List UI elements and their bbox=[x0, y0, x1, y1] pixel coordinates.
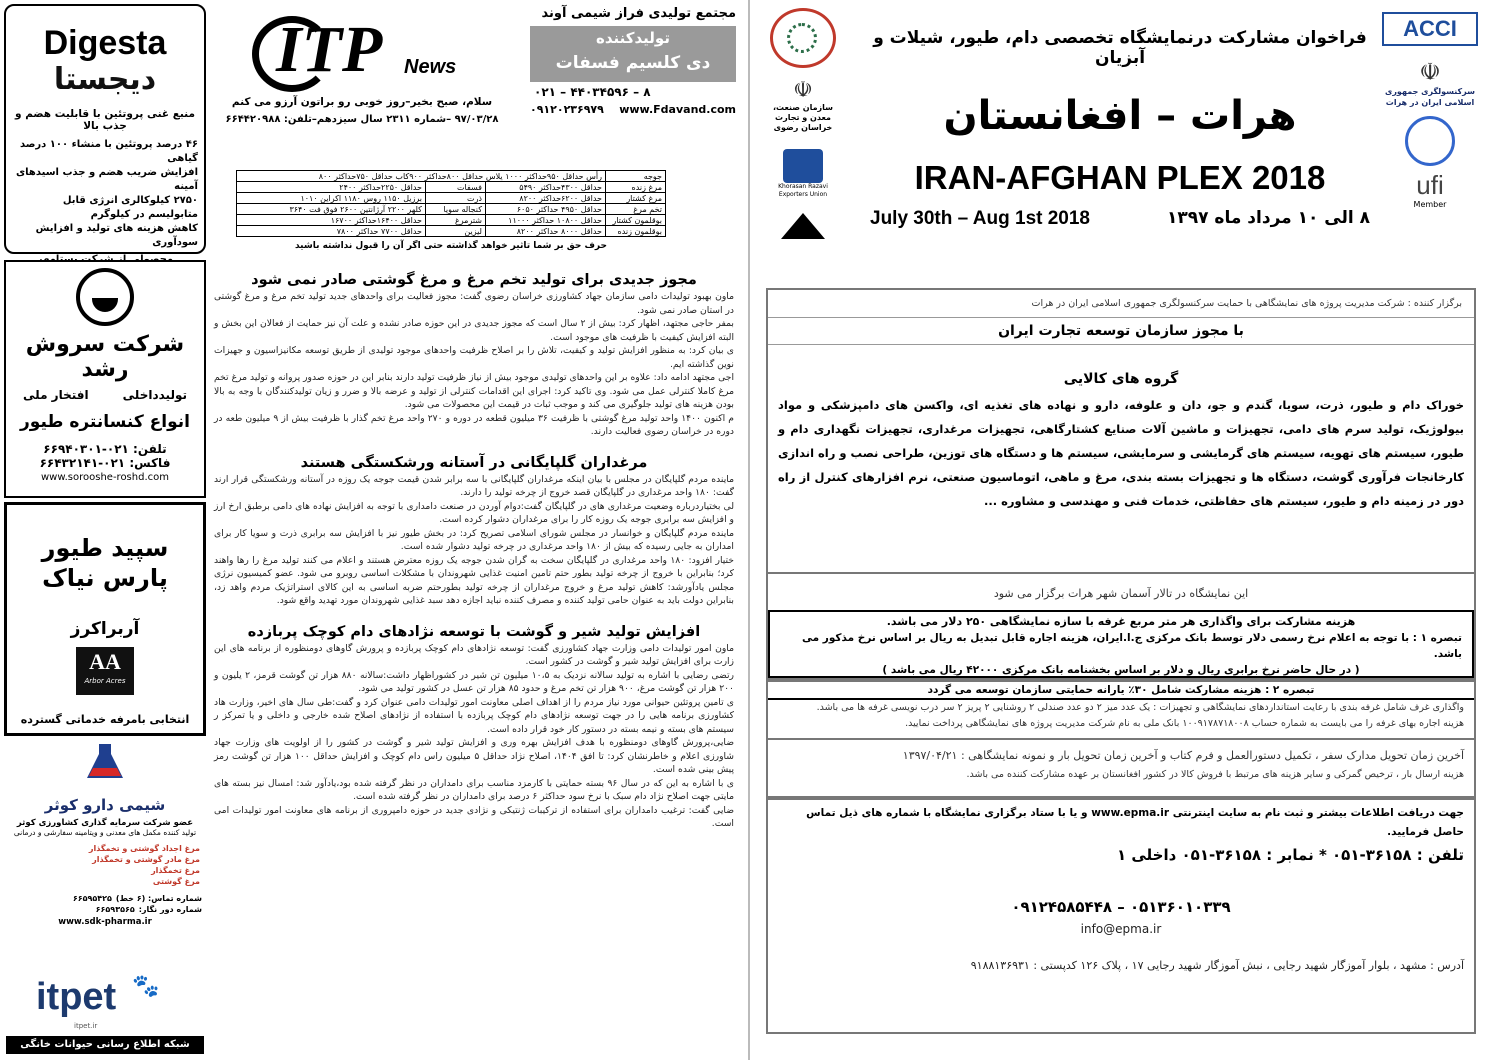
consulate-name: سرکنسولگری جمهوری اسلامی ایران در هرات bbox=[1384, 87, 1476, 107]
fdavand-contact bbox=[530, 102, 736, 118]
booth-text2: هزینه اجاره بهای غرفه را می بایست به شماره حساب ۱۰۰۹۱۷۸۷۱۸۰۰۸ بانک ملی به نام شرکت مدیریت پروژه های نمایشگاهی پرداخت نمایید. bbox=[905, 718, 1464, 729]
table-cell: مرغ کشتار bbox=[606, 193, 666, 204]
table-cell: جوجه bbox=[606, 171, 666, 182]
digesta-bullet: کاهش هزینه های تولید و افزایش سودآوری bbox=[35, 223, 198, 248]
article-paragraph: ضایی،پرورش گاوهای دومنظوره با هدف افزایش بهره وری و افزایش تولید شیر و گوشت در کشور را از اولویت های وزارت جهاد شاورزی اعلام و خاطرنشان کرد: تا افق ۱۴۰۴، اصلاح نژاد حداقل ۵ میلیون راس دام کوچک و افزایش حداقل ۱۰۰ هزار تن گوشت رمز پیش بینی شده است. bbox=[214, 737, 734, 775]
ufi-logo: ufi bbox=[1416, 170, 1444, 200]
soroosh-slogan bbox=[6, 388, 204, 402]
articles bbox=[212, 260, 736, 1056]
kowsar-item: مرغ گوشتی bbox=[152, 877, 200, 886]
itp-logo-news: News bbox=[404, 56, 457, 78]
groups-title: گروه های کالایی bbox=[1063, 371, 1179, 387]
article-paragraph: لی بختیاردرباره وضعیت مرغداری های در گلپایگان گفت:دوام آوردن در صنعت دامداری با توجه به افزایش نهاده های دامی برطبق ارخ ارز و افزایش سه برابری جوجه یک روزه کار را برای مرغداران دشوار کرده است. bbox=[214, 500, 734, 525]
article bbox=[212, 270, 736, 439]
deadline-box bbox=[766, 740, 1476, 798]
cost-title: هزینه مشارکت برای واگذاری هر متر مربع غرفه با سازه نمایشگاهی ۲۵۰ دلار می باشد. bbox=[886, 615, 1356, 628]
flyer-logos-right bbox=[1382, 12, 1478, 209]
fdavand-ad[interactable] bbox=[530, 4, 736, 122]
kowsar-fax bbox=[4, 904, 206, 915]
price-table bbox=[236, 170, 666, 237]
newspaper-page bbox=[212, 4, 736, 1056]
kowsar-contact-label: شماره تماس: (۶ خط) bbox=[115, 894, 202, 903]
masthead-issue: ۹۷/۰۳/۲۸ –شماره ۲۳۱۱ سال سیزدهم–تلفن: ۶۶۴۴۲۰۹۸۸ bbox=[225, 114, 499, 125]
digesta-logo: Digesta bbox=[43, 24, 167, 62]
exporters-name: Khorasan Razavi Exporters Union bbox=[778, 183, 828, 198]
kowsar-items bbox=[4, 843, 206, 887]
soroosh-tel: تلفن: ۰۲۱-۶۶۹۴۰۳۰۱ bbox=[43, 442, 167, 456]
soroosh-name: شرکت سروش رشد bbox=[25, 332, 185, 382]
parsniak-slogan: انتخابی بامرفه خدماتی گسترده bbox=[20, 713, 190, 726]
article-paragraph: ختیار افزود: ۱۸۰ واحد مرغداری در گلپایگان سخت به گران شدن جوجه یک روزه معترض هستند و اعلام می کنند تولید مرغ را رها واهند کرد؛ بنابراین با خروج از چرخه تولید بطور حتم تامین امنیت غذایی شهروندان با مشکلات اساسی روبرو می شود. عضو کمیسیون نرژی مجلس یادآورشد: کاهش تولید مرغ و خروج مرغداران از چرخه تولید بطورحتم ضربه اساسی به این کالای استراتژیک مردم واهد زد، بنابراین دولت باید به عنوان حامی تولید کننده و مصرف کننده نباید اجازه دهد سبد غذایی شهروندان مورد تهدید واقع شود. bbox=[214, 554, 734, 606]
email-line[interactable]: info@epma.ir bbox=[1080, 922, 1162, 936]
venue-text: این نمایشگاه در تالار آسمان شهر هرات برگزار می شود bbox=[993, 587, 1249, 600]
soroosh-slogan-left: افتخار ملی bbox=[23, 388, 89, 402]
hardhat-icon bbox=[76, 268, 134, 326]
table-cell: حداقل ۴۳۰۰حداکثر ۵۴۹۰ bbox=[486, 182, 606, 193]
table-cell: حداقل ۶۲۰۰حداکثر ۸۲۰۰ bbox=[486, 193, 606, 204]
table-cell: حداقل ۱۶۴۰۰حداکثر ۱۶۷۰۰ bbox=[237, 215, 426, 226]
tpo-logo bbox=[770, 8, 836, 68]
address-line: آدرس : مشهد ، بلوار آموزگار شهید رجایی ، نبش آموزگار شهید رجایی ۱۷ ، پلاک ۱۲۶ کدپستی : ۹۱۸۸۱۳۶۹۳۱ bbox=[970, 959, 1464, 972]
digesta-bullets bbox=[6, 138, 204, 250]
article-paragraph: ماینده مردم گلپایگان در مجلس با بیان اینکه مرغداران گلپایگانی با سه برابر شدن قیمت جوجه یک روزه در آستانه ورشکستگی قرار ارند گفت: ۱۸۰ واحد مرغداری در گلپایگان قصد خروج از چرخه تولید را دارند. bbox=[214, 473, 734, 498]
khorasan-org: سازمان صنعت، معدن و تجارت خراسان رضوی bbox=[772, 103, 834, 132]
digesta-tagline: منبع غنی پروتئین با قابلیت هضم و جذب بالا bbox=[15, 108, 195, 132]
mobiles-line: ۰۹۱۲۴۵۸۵۴۴۸ – ۰۵۱۳۶۰۱۰۳۳۹ bbox=[1011, 898, 1231, 916]
article-paragraph: ی با اشاره به این که در سال ۹۶ بسته حمایتی با کارمزد مناسب برای دامداران در نظر گرفته شده بود،یادآور شد: امسال نیز بسته های مایتی جهت اصلاح نژاد دام سبک با نرخ سود حداکثر ۶ درصد برای دامداران در نظر گرفته شده است. bbox=[214, 777, 734, 802]
table-cell: حداقل ۱۰۸۰۰ حداکثر ۱۱۰۰۰ bbox=[486, 215, 606, 226]
fdavand-site[interactable]: www.Fdavand.com bbox=[619, 103, 736, 116]
groups-text: خوراک دام و طیور، ذرت، سویا، گندم و جو، دان و علوفه، دارو و نهاده های تغذیه ای، واکسن های دامپزشکی و مواد بیولوژیک، تولید سرم های دامی، تجهیزات و ماشین آلات صنایع کشتارگاهی، تجهیزات مرغداری، تجهیزات نگهداری دام و طیور، سیستم های تهویه، سیستم های گرمایشی و سرمایشی، سیستم ها و دستگاه های توزین، طراحی نصب و راه اندازی کارخانجات فرآوری گوشت، دستگاه ها و تجهیزات بسته بندی، مرغ و ماهی، اتوماسیون صنعتی، نرم افزارهای کنترل از راه دور در زمینه دام و طیور، سیستم های حفاظتی، خدمات فنی و مهندسی و مشاوره ... bbox=[778, 398, 1464, 508]
article-paragraph: اجی مجتهد ادامه داد: علاوه بر این واحدهای تولیدی موجود بیش از نیاز ظرفیت تولید دارند بنابر این در حوزه صدور پروانه و تولید مرغ تخم مرغ کاملا کنترلی عمل می شود. وی تاکید کرد: اجرای این اقدامات کنترلی از تولید و عرضه بالا و ضرر و زیان تولیدکنندگان با وجه به بالا بودن هزینه های تولید جلوگیری می کند و موجب ثبات در قیمت این محصولات می شود. bbox=[214, 372, 734, 410]
iran-emblem-icon: ☫ bbox=[1419, 58, 1441, 86]
table-cell: کلهر ۲۲۰۰ آرژانتین ۲۶۰۰ فوق فت ۳۶۴۰ bbox=[237, 204, 426, 215]
ads-column bbox=[4, 4, 206, 1060]
article-paragraph: ضایی گفت: ترغیب دامداران برای استفاده از ترکیبات ژنتیکی و نژادی جدید در حوزه دامپروری از برنامه های معاونت امور تولیدات امی است. bbox=[214, 804, 734, 829]
table-row bbox=[237, 204, 666, 215]
table-cell: کنجاله سویا bbox=[426, 204, 486, 215]
cost-box bbox=[768, 610, 1474, 678]
price-table-note: حرف حق بر شما تاثیر خواهد گذاشته حتی اگر آن را قبول نداشته باشید bbox=[294, 241, 608, 251]
flyer-title-top: فراخوان مشارکت درنمایشگاه تخصصی دام، طیور، شیلات و آبزیان bbox=[873, 28, 1367, 68]
cost-note1b: ( در حال حاضر نرخ برابری ریال و دلار بر اساس بخشنامه بانک مرکزی ۴۲۰۰۰ ریال می باشد ) bbox=[882, 664, 1360, 676]
soroosh-ad[interactable] bbox=[4, 260, 206, 498]
phone-line: تلفن : ۳۶۱۵۸-۰۵۱ * نمابر : ۳۶۱۵۸-۰۵۱ داخلی ۱ bbox=[1116, 846, 1464, 864]
masthead bbox=[212, 4, 736, 154]
article bbox=[212, 453, 736, 608]
table-row bbox=[237, 171, 666, 182]
flyer-header bbox=[750, 0, 1502, 280]
flyer-title-en: IRAN-AFGHAN PLEX 2018 bbox=[914, 159, 1326, 196]
flyer-organizer: برگزار کننده : شرکت مدیریت پروژه های نمایشگاهی با حمایت سرکنسولگری جمهوری اسلامی ایران در هرات bbox=[1031, 298, 1462, 309]
epma-logo bbox=[1405, 116, 1455, 166]
article-paragraph: ماون بهبود تولیدات دامی سازمان جهاد کشاورزی خراسان رضوی گفت: مجوز فعالیت برای واحدهای جدید تولید تخم مرغ و مرغ گوشتی در استان صادر نمی شود. bbox=[214, 291, 734, 316]
digesta-bullet: ۲۷۵۰ کیلوکالری انرژی قابل متابولیسم در کیلوگرم bbox=[62, 195, 198, 220]
kowsar-contact-value: ۶۶۵۹۵۴۲۵ bbox=[72, 894, 112, 903]
exporters-logo bbox=[783, 149, 823, 183]
article-paragraph: ی بیان کرد: به منظور افزایش تولید و کیفیت، تلاش را بر اصلاح ظرفیت واحدهای موجود تولیدی از طریق توسعه مکانیزاسیون و جهیزات نوین گذاشته ایم. bbox=[214, 345, 734, 370]
cost-note1: تبصره ۱ : با توجه به اعلام نرخ رسمی دلار توسط بانک مرکزی ج.ا.ایران، هزینه اجاره قابل تبدیل به ریال بر اساس نرخ مذکور می باشد. bbox=[802, 632, 1462, 660]
flyer-dates-fa: ۸ الی ۱۰ مرداد ماه ۱۳۹۷ bbox=[1167, 208, 1370, 228]
flyer-dates bbox=[860, 208, 1380, 230]
article-title: مجوز جدیدی برای تولید تخم مرغ و مرغ گوشتی صادر نمی شود bbox=[251, 272, 697, 288]
table-cell: بوقلمون کشتار bbox=[606, 215, 666, 226]
table-cell: مرغ زنده bbox=[606, 182, 666, 193]
chamber-logo bbox=[781, 213, 825, 239]
soroosh-product: انواع کنسانتره طیور bbox=[20, 412, 190, 432]
arbor-acres-logo: AA Arbor Acres bbox=[76, 647, 134, 695]
kowsar-item: مرغ تخمگذار bbox=[151, 866, 200, 875]
kowsar-fax-label: شماره دور نگار: bbox=[138, 905, 202, 914]
flyer-license: با مجوز سازمان توسعه تجارت ایران bbox=[998, 323, 1244, 339]
contact-box bbox=[766, 798, 1476, 1034]
ufi-member: Member bbox=[1413, 200, 1447, 209]
fdavand-phone2: ۰۹۱۲۰۲۳۶۹۷۹ bbox=[530, 103, 604, 116]
article-title: مرغداران گلپایگانی در آستانه ورشکستگی هستند bbox=[300, 454, 648, 471]
table-cell: فسفات bbox=[426, 182, 486, 193]
article bbox=[212, 622, 736, 831]
table-cell: حداقل ۲۲۵۰حداکثر ۲۴۰۰ bbox=[237, 182, 426, 193]
acci-logo: ACCI bbox=[1382, 12, 1478, 46]
deadline-text: آخرین زمان تحویل مدارک سفر ، تکمیل دستورالعمل و فرم کتاب و آخرین زمان تحویل بار و نمونه نمایشگاهی : ۱۳۹۷/۰۴/۲۱ bbox=[902, 749, 1464, 762]
itpet-caption: شبکه اطلاع رسانی حیوانات خانگی bbox=[6, 1036, 204, 1054]
cost-note2: تبصره ۲ : هزینه مشارکت شامل ۳۰٪ یارانه حمایتی سازمان توسعه می گردد bbox=[768, 682, 1474, 700]
kowsar-item: مرغ مادر گوشتی و تخمگذار bbox=[92, 855, 200, 864]
itpet-logo-sub: itpet.ir bbox=[74, 1022, 98, 1030]
table-cell: حداقل ۸۰۰۰ حداکثر ۸۲۰۰ bbox=[486, 226, 606, 237]
paw-icon: 🐾 bbox=[132, 974, 160, 999]
contact-line[interactable]: جهت دریافت اطلاعات بیشتر و ثبت نام به سایت اینترنتی www.epma.ir و یا با ستاد برگزاری نمایشگاه با شماره های ذیل تماس حاصل فرمایید. bbox=[806, 807, 1464, 838]
table-cell: برزیل ۱۱۵۰ روس ۱۱۸۰ اکراین ۱۰۱۰ bbox=[237, 193, 426, 204]
flyer-title-main: هرات – افغانستان bbox=[943, 93, 1297, 139]
itp-logo bbox=[252, 12, 492, 96]
fdavand-product: دی کلسیم فسفات bbox=[555, 53, 711, 73]
table-cell: تخم مرغ bbox=[606, 204, 666, 215]
kowsar-item: مرغ اجداد گوشتی و تخمگذار bbox=[88, 844, 200, 853]
fdavand-phone1: ۰۲۱ – ۴۴۰۳۴۵۹۶ – ۸ bbox=[534, 85, 651, 99]
price-table-block bbox=[236, 170, 666, 251]
flyer-logos-left bbox=[768, 8, 838, 239]
itp-logo-text: ITP bbox=[276, 13, 383, 86]
article-title: افزایش تولید شیر و گوشت با توسعه نژادهای دام کوچک پربازده bbox=[247, 623, 701, 640]
table-cell: ذرت bbox=[426, 193, 486, 204]
article-paragraph: ماینده مردم گلپایگان و خوانسار در مجلس شورای اسلامی تصریح کرد: در بخش طیور نیز با افزایش سه برابری ذرت و سویا کار برای امداران به جایی رسیده که بیش از ۱۸۰ واحد مرغداری در چرخه تولید دشوار شده است. bbox=[214, 527, 734, 552]
parsniak-ad[interactable] bbox=[4, 502, 206, 736]
table-cell: شترمرغ bbox=[426, 215, 486, 226]
kowsar-member: عضو شرکت سرمایه گذاری کشاورزی کوثر bbox=[16, 818, 194, 828]
kowsar-desc: تولید کننده مکمل های معدنی و ویتامینه سفارشی و درمانی bbox=[13, 828, 197, 837]
article-paragraph: م اکنون ۱۴۰۰ واحد تولید مرغ گوشتی با ظرفیت ۳۶ میلیون قطعه در دوره و ۲۷۰ واحد مرغ تخم گذار با ظرفیت بیش از ۹ میلیون طعه در دوره در خراسان رضوی فعالیت دارند. bbox=[214, 412, 734, 437]
article-paragraph: بمفر حاجی مجتهد، اظهار کرد: بیش از ۲ سال است که مجوز جدیدی در این حوزه صادر نشده و علت آن نیز حمایت از فعالان این بخش و البته افزایش کیفیت با ظرفیت های موجود است. bbox=[214, 318, 734, 343]
kowsar-site[interactable]: www.sdk-pharma.ir bbox=[58, 917, 152, 927]
kowsar-ad[interactable] bbox=[4, 742, 206, 972]
article-paragraph: ماون امور تولیدات دامی وزارت جهاد کشاورزی گفت: توسعه نژادهای دام کوچک پربازده و پرورش گاوهای دومنظوره از برنامه های این زارت برای افزایش تولید شیر و گوشت در کشور است. bbox=[214, 642, 734, 667]
fdavand-banner bbox=[530, 26, 736, 82]
booth-text1: واگذاری غرف شامل غرفه بندی با رعایت استانداردهای نمایشگاهی و تجهیزات : یک عدد میز ۲ دو عدد صندلی ۲ روشنایی ۲ پریز ۲ سر درب نویسی غرفه ها می باشد. bbox=[816, 702, 1464, 713]
table-row bbox=[237, 215, 666, 226]
booth-box bbox=[766, 680, 1476, 740]
article-paragraph: ی تامین پروتئین حیوانی مورد نیاز مردم را از اهداف اصلی معاونت امور تولیدات دامی عنوان کرد و گفت:طی سال های اخیر، وزارت هاد کشاورزی برنامه هایی را در جهت توسعه نژادهای دام کوچک پربازده با استفاده از نژادهای اصلاح شده خارجی و داخلی و یا تمرکز ر سیستم های بسته و نیمه بسته در دستور کار خود قرار داده است. bbox=[214, 696, 734, 735]
table-cell: لیزین bbox=[426, 226, 486, 237]
itpet-logo-text: itpet bbox=[36, 976, 117, 1018]
masthead-greeting: سلام، صبح بخیر–روز خوبی رو براتون آرزو می کنم bbox=[231, 96, 493, 108]
itpet-logo bbox=[4, 972, 206, 1032]
table-cell: بوقلمون زنده bbox=[606, 226, 666, 237]
table-cell: حداقل ۴۹۵۰ حداکثر ۶۰۵۰ bbox=[486, 204, 606, 215]
soroosh-site[interactable]: www.sorooshe-roshd.com bbox=[40, 472, 169, 483]
kowsar-contact bbox=[4, 887, 206, 904]
article-paragraph: رتضی رضایی با اشاره به تولید سالانه نزدیک به ۱۰،۵ میلیون تن شیر در کشوراظهار داشت:سالانه ۸۸۰ هزار تن گوشت قرمز، ۲ یلیون و ۲۰۰ هزار تن گوشت مرغ، ۹۰۰ هزار تن تخم مرغ و حدود ۸۵ هزار تن عسل در کشور تولید می شود. bbox=[214, 669, 734, 694]
table-row bbox=[237, 226, 666, 237]
iran-emblem-icon: ☫ bbox=[793, 78, 813, 103]
digesta-logo-fa: دیجستا bbox=[53, 62, 157, 97]
soroosh-fax: فاکس: ۰۲۱-۶۶۴۳۲۱۴۱ bbox=[39, 456, 171, 470]
soroosh-slogan-right: تولیدداخلی bbox=[122, 388, 187, 402]
table-cell: رأس حداقل ۹۵۰حداکثر ۱۰۰۰ یلاس حداقل ۸۰۰حداکثر ۹۰۰کاب حداقل ۷۵۰حداکثر ۸۰۰ bbox=[237, 171, 606, 182]
fdavand-producer: تولیدکننده bbox=[596, 29, 670, 47]
digesta-ad[interactable] bbox=[4, 4, 206, 254]
kowsar-name: شیمی دارو کوثر bbox=[44, 796, 166, 814]
flask-icon bbox=[85, 744, 125, 780]
table-row bbox=[237, 182, 666, 193]
flyer-title-block bbox=[860, 28, 1380, 230]
itpet-ad[interactable] bbox=[4, 972, 206, 1060]
table-row bbox=[237, 193, 666, 204]
parsniak-name: سپید طیور پارس نیاک bbox=[41, 534, 169, 592]
shipping-text: هزینه ارسال بار ، ترخیص گمرکی و سایر هزینه های مرتبط با فروش کالا در کشور افغانستان بر عهده مشارکت کننده می باشد. bbox=[966, 769, 1464, 780]
fdavand-company: مجتمع تولیدی فراز شیمی آوند bbox=[541, 6, 736, 21]
exhibition-flyer bbox=[748, 0, 1500, 1060]
arbor-acres-text: Arbor Acres bbox=[84, 677, 126, 685]
kowsar-fax-value: ۶۶۵۹۳۵۶۵ bbox=[95, 905, 135, 914]
parsniak-breed: آربراکرز bbox=[70, 619, 140, 639]
info-box bbox=[766, 288, 1476, 574]
digesta-bullet: ۴۶ درصد پروتئین با منشاء ۱۰۰ درصد گیاهی bbox=[19, 139, 198, 164]
digesta-bullet: افزایش ضریب هضم و جذب اسیدهای آمینه bbox=[16, 167, 198, 192]
venue-box bbox=[766, 574, 1476, 680]
flyer-dates-en: July 30th – Aug 1st 2018 bbox=[870, 208, 1091, 229]
table-cell: حداقل ۷۷۰۰ حداکثر ۷۸۰۰ bbox=[237, 226, 426, 237]
